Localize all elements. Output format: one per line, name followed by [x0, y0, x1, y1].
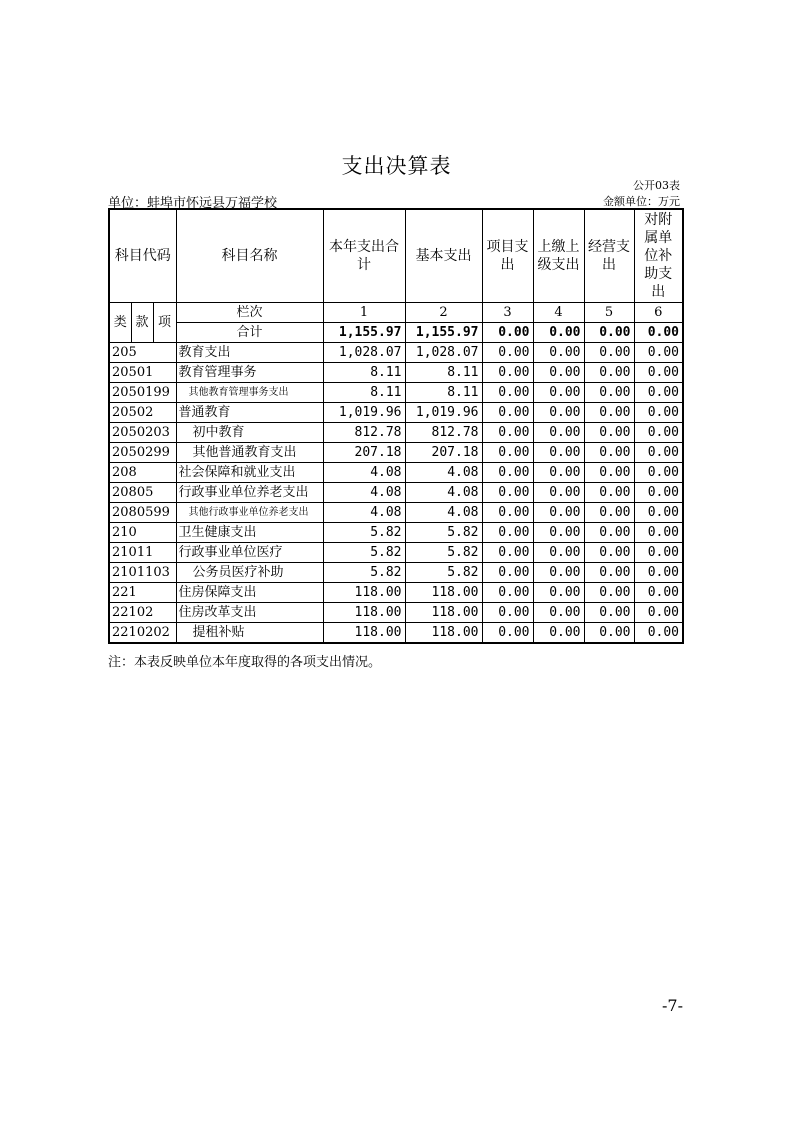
row-name: 教育管理事务 [176, 363, 323, 383]
row-value: 0.00 [482, 583, 533, 603]
row-value: 0.00 [533, 483, 584, 503]
reporting-unit: 单位：蚌埠市怀远县万福学校 [108, 196, 278, 211]
row-value: 207.18 [405, 443, 482, 463]
row-value: 0.00 [584, 363, 634, 383]
row-name: 住房改革支出 [176, 603, 323, 623]
row-name: 社会保障和就业支出 [176, 463, 323, 483]
row-value: 0.00 [533, 623, 584, 644]
header-col3: 项目支出 [482, 209, 533, 303]
row-value: 8.11 [405, 363, 482, 383]
row-value: 812.78 [405, 423, 482, 443]
table-row [109, 583, 683, 603]
row-name: 其他普通教育支出 [176, 443, 323, 463]
row-value: 118.00 [405, 583, 482, 603]
row-value: 0.00 [584, 523, 634, 543]
total-row [109, 323, 683, 343]
row-value: 1,028.07 [323, 343, 405, 363]
table-row [109, 503, 683, 523]
header-row [109, 209, 683, 303]
row-value: 5.82 [323, 563, 405, 583]
row-value: 1,019.96 [405, 403, 482, 423]
total-label: 合计 [176, 323, 323, 343]
row-value: 0.00 [533, 363, 584, 383]
table-row [109, 403, 683, 423]
header-col1: 本年支出合计 [323, 209, 405, 303]
row-value: 0.00 [482, 403, 533, 423]
index-1: 1 [323, 303, 405, 323]
row-value: 0.00 [584, 383, 634, 403]
row-value: 0.00 [634, 603, 683, 623]
row-code: 208 [109, 463, 176, 483]
row-value: 0.00 [584, 503, 634, 523]
total-value: 0.00 [482, 323, 533, 343]
row-name: 教育支出 [176, 343, 323, 363]
row-value: 4.08 [405, 483, 482, 503]
row-value: 0.00 [482, 363, 533, 383]
row-value: 0.00 [533, 383, 584, 403]
row-name: 住房保障支出 [176, 583, 323, 603]
row-value: 0.00 [533, 463, 584, 483]
row-value: 0.00 [634, 403, 683, 423]
row-value: 0.00 [584, 623, 634, 644]
row-value: 0.00 [533, 343, 584, 363]
row-code: 221 [109, 583, 176, 603]
row-value: 0.00 [584, 343, 634, 363]
row-name: 行政事业单位医疗 [176, 543, 323, 563]
page-number: -7- [662, 996, 683, 1015]
table-note: 注：本表反映单位本年度取得的各项支出情况。 [108, 655, 382, 670]
row-value: 8.11 [405, 383, 482, 403]
row-value: 4.08 [323, 463, 405, 483]
row-value: 0.00 [584, 423, 634, 443]
index-3: 3 [482, 303, 533, 323]
table-row [109, 443, 683, 463]
table-row [109, 483, 683, 503]
row-value: 0.00 [634, 343, 683, 363]
index-2: 2 [405, 303, 482, 323]
row-name: 其他教育管理事务支出 [176, 383, 323, 403]
row-value: 4.08 [405, 503, 482, 523]
row-value: 5.82 [323, 543, 405, 563]
expenditure-table [108, 208, 684, 644]
table-row [109, 463, 683, 483]
row-value: 207.18 [323, 443, 405, 463]
index-6: 6 [634, 303, 683, 323]
row-value: 8.11 [323, 383, 405, 403]
header-col5: 经营支出 [584, 209, 634, 303]
row-value: 1,028.07 [405, 343, 482, 363]
row-value: 0.00 [482, 463, 533, 483]
row-value: 0.00 [482, 423, 533, 443]
row-value: 5.82 [405, 563, 482, 583]
row-value: 4.08 [405, 463, 482, 483]
header-col6: 对附属单位补助支出 [634, 209, 683, 303]
row-name: 公务员医疗补助 [176, 563, 323, 583]
row-value: 0.00 [533, 543, 584, 563]
row-code: 20501 [109, 363, 176, 383]
table-row [109, 563, 683, 583]
row-value: 4.08 [323, 483, 405, 503]
row-value: 0.00 [482, 563, 533, 583]
table-row [109, 423, 683, 443]
row-value: 0.00 [533, 443, 584, 463]
row-value: 0.00 [634, 483, 683, 503]
row-value: 118.00 [405, 603, 482, 623]
header-col4: 上缴上级支出 [533, 209, 584, 303]
header-name: 科目名称 [176, 209, 323, 303]
row-value: 0.00 [584, 443, 634, 463]
row-value: 0.00 [584, 463, 634, 483]
row-value: 0.00 [584, 583, 634, 603]
data-rows [109, 343, 683, 644]
form-code: 公开03表 [633, 179, 680, 192]
row-value: 0.00 [482, 543, 533, 563]
row-value: 0.00 [482, 603, 533, 623]
row-value: 0.00 [634, 503, 683, 523]
row-value: 1,019.96 [323, 403, 405, 423]
header-col2: 基本支出 [405, 209, 482, 303]
total-value: 0.00 [634, 323, 683, 343]
row-value: 0.00 [482, 343, 533, 363]
row-code: 2101103 [109, 563, 176, 583]
row-name: 初中教育 [176, 423, 323, 443]
row-value: 0.00 [634, 583, 683, 603]
index-4: 4 [533, 303, 584, 323]
row-value: 0.00 [634, 363, 683, 383]
table-row [109, 523, 683, 543]
row-code: 21011 [109, 543, 176, 563]
row-value: 5.82 [405, 523, 482, 543]
row-value: 118.00 [405, 623, 482, 644]
row-code: 2050199 [109, 383, 176, 403]
table-row [109, 383, 683, 403]
column-index-row [109, 303, 683, 323]
header-code: 科目代码 [109, 209, 176, 303]
table-row [109, 343, 683, 363]
row-value: 0.00 [482, 503, 533, 523]
row-value: 118.00 [323, 623, 405, 644]
row-value: 0.00 [533, 583, 584, 603]
row-value: 0.00 [482, 523, 533, 543]
row-value: 0.00 [584, 603, 634, 623]
row-code: 20805 [109, 483, 176, 503]
total-value: 0.00 [584, 323, 634, 343]
row-value: 0.00 [533, 603, 584, 623]
row-value: 4.08 [323, 503, 405, 523]
row-name: 行政事业单位养老支出 [176, 483, 323, 503]
row-code: 2210202 [109, 623, 176, 644]
row-value: 0.00 [482, 443, 533, 463]
row-value: 0.00 [634, 383, 683, 403]
row-value: 5.82 [405, 543, 482, 563]
row-name: 其他行政事业单位养老支出 [176, 503, 323, 523]
row-value: 0.00 [634, 543, 683, 563]
row-value: 0.00 [533, 523, 584, 543]
row-value: 0.00 [634, 563, 683, 583]
row-code: 22102 [109, 603, 176, 623]
row-value: 0.00 [634, 423, 683, 443]
row-code: 210 [109, 523, 176, 543]
row-value: 0.00 [584, 403, 634, 423]
header-lanci: 栏次 [176, 303, 323, 323]
row-value: 0.00 [482, 383, 533, 403]
table-row [109, 603, 683, 623]
total-value: 1,155.97 [323, 323, 405, 343]
row-value: 0.00 [533, 503, 584, 523]
total-value: 1,155.97 [405, 323, 482, 343]
table-row [109, 623, 683, 644]
page-title: 支出决算表 [341, 154, 452, 178]
row-code: 2050203 [109, 423, 176, 443]
row-value: 812.78 [323, 423, 405, 443]
row-name: 普通教育 [176, 403, 323, 423]
row-value: 0.00 [634, 623, 683, 644]
row-value: 118.00 [323, 583, 405, 603]
header-lei: 类 [109, 303, 131, 343]
row-value: 0.00 [533, 423, 584, 443]
amount-unit: 金额单位：万元 [603, 195, 680, 208]
row-value: 0.00 [634, 463, 683, 483]
row-value: 0.00 [584, 563, 634, 583]
row-value: 118.00 [323, 603, 405, 623]
row-value: 0.00 [482, 623, 533, 644]
total-value: 0.00 [533, 323, 584, 343]
row-name: 提租补贴 [176, 623, 323, 644]
row-value: 0.00 [533, 403, 584, 423]
index-5: 5 [584, 303, 634, 323]
row-code: 205 [109, 343, 176, 363]
header-xiang: 项 [153, 303, 176, 343]
table-row [109, 363, 683, 383]
row-code: 2080599 [109, 503, 176, 523]
row-value: 8.11 [323, 363, 405, 383]
row-name: 卫生健康支出 [176, 523, 323, 543]
row-value: 5.82 [323, 523, 405, 543]
row-value: 0.00 [584, 543, 634, 563]
row-value: 0.00 [482, 483, 533, 503]
row-value: 0.00 [634, 443, 683, 463]
row-value: 0.00 [533, 563, 584, 583]
row-code: 2050299 [109, 443, 176, 463]
row-value: 0.00 [584, 483, 634, 503]
row-value: 0.00 [634, 523, 683, 543]
header-kuan: 款 [131, 303, 153, 343]
row-code: 20502 [109, 403, 176, 423]
table-row [109, 543, 683, 563]
